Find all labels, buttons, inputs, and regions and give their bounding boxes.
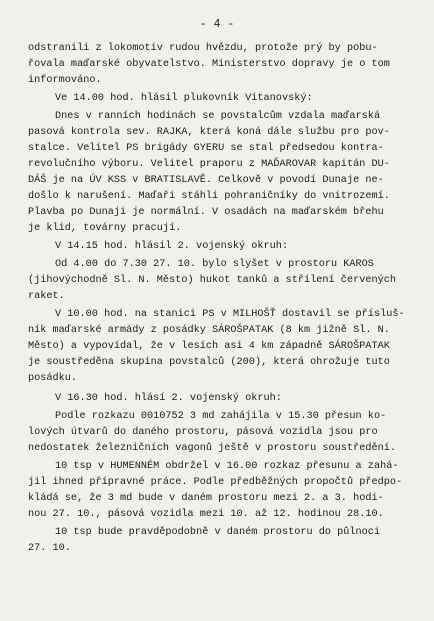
text-line: ník maďarské armády z posádky SÁROŠPATAK (8 km jižně Sl. N. bbox=[28, 325, 390, 336]
text-line: posádku. bbox=[28, 373, 78, 384]
text-line: V 14.15 hod. hlásil 2. vojenský okruh: bbox=[55, 241, 289, 252]
text-line: jil ihned přípravné práce. Podle předběžných propočtů předpo- bbox=[28, 477, 403, 488]
text-line: pasová kontrola sev. RAJKA, která koná dále službu pro pov- bbox=[28, 127, 390, 138]
text-line: 27. 10. bbox=[28, 543, 71, 554]
text-line: je klid, továrny pracují. bbox=[28, 223, 182, 234]
text-line: stalce. Velitel PS brigády GYERU se stal předsedou kontra- bbox=[28, 143, 384, 154]
text-line: došlo k narušení. Maďaři stáhli pohraničníky do vnitrozemí. bbox=[28, 191, 390, 202]
text-line: V 16.30 hod. hlásí 2. vojenský okruh: bbox=[55, 393, 282, 404]
text-line: DÁŠ je na ÚV KSS v BRATISLAVĚ. Celkově v povodí Dunaje ne- bbox=[28, 175, 384, 186]
text-line: odstranili z lokomotiv rudou hvězdu, protože prý by pobu- bbox=[28, 43, 378, 54]
text-line: Město) a vypovídal, že v lesích asi 4 km západně SÁROŠPATAK bbox=[28, 341, 390, 352]
text-line: (jihovýchodně Sl. N. Město) hukot tanků a střílení červených bbox=[28, 275, 397, 286]
text-line: řovala maďarské obyvatelstvo. Ministerstvo dopravy je o tom bbox=[28, 59, 390, 70]
text-line: 10 tsp v HUMENNÉM obdržel v 16.00 rozkaz přesunu a zahá- bbox=[55, 461, 399, 472]
text-line: Plavba po Dunaji je normální. V osadách na maďarském břehu bbox=[28, 207, 384, 218]
text-line: raket. bbox=[28, 291, 65, 302]
text-line: lových útvarů do daného prostoru, pásová vozidla jsou pro bbox=[28, 427, 378, 438]
text-line: nedostatek železničních vagonů ještě v prostoru soustředění. bbox=[28, 443, 397, 454]
text-line: nou 27. 10., pásová vozidla mezi 10. až 12. hodinou 28.10. bbox=[28, 509, 384, 520]
text-line: revolučního výboru. Velitel praporu z MAĎAROVAR kapitán DU- bbox=[28, 159, 390, 170]
page-number: - 4 - bbox=[199, 18, 235, 31]
text-line: informováno. bbox=[28, 75, 102, 86]
text-line: Podle rozkazu 0010752 3 md zahájila v 15.30 přesun ko- bbox=[55, 411, 387, 422]
text-line: 10 tsp bude pravděpodobně v daném prostoru do půlnoci bbox=[55, 527, 381, 538]
text-line: Dnes v ranních hodinách se povstalcům vzdala maďarská bbox=[55, 111, 381, 122]
text-line: kládá se, že 3 md bude v daném prostoru mezi 2. a 3. hodi- bbox=[28, 493, 384, 504]
text-line: Ve 14.00 hod. hlásil plukovník Vitanovský: bbox=[55, 93, 313, 104]
text-line: Od 4.00 do 7.30 27. 10. bylo slyšet v prostoru KAROS bbox=[55, 259, 374, 270]
text-line: V 10.00 hod. na stanici PS v MILHOŠŤ dostavil se přísluš- bbox=[55, 309, 405, 320]
text-line: je soustředěna skupina povstalců (200), která ohrožuje tuto bbox=[28, 357, 390, 368]
